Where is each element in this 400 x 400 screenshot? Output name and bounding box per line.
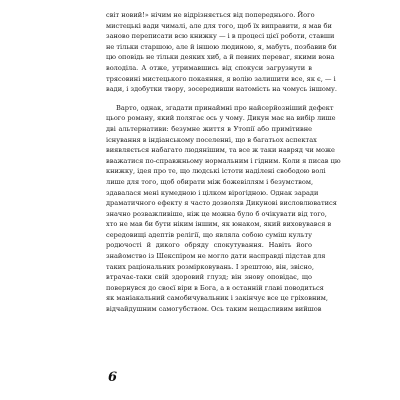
text-line: мистецькі вади чималі, але для того, щоб їх виправити, я мав би — [106, 21, 332, 30]
text-line: виявляється набагато людянішим, та все ж таки навряд чи може — [106, 146, 335, 155]
text-line: трясовині мистецького покаяння, я волію залишити все, як є, — і — [106, 74, 336, 83]
text-line: значно розважливіше, ніж це можна було б очікувати від того, — [106, 209, 327, 218]
page-number: 6 — [108, 370, 118, 385]
text-line: не тільки старшою, але й іншою людиною, я, мабуть, позбавив би — [106, 42, 337, 51]
text-line: Варто, однак, згадати принаймні про найсерйозніший дефект — [116, 103, 334, 112]
text-line: знайомство із Шекспіром не могло дати насправді підстав для — [106, 252, 326, 261]
text-line: втрачає-таки свій здоровий глузд; він знову оповідає, що — [106, 273, 312, 282]
text-line: здавалася мені кумедною і цілком вірогідною. Однак заради — [106, 188, 319, 197]
text-line: заново переписати всю книжку — і в процесі цієї роботи, ставши — [106, 32, 335, 41]
text-line: книжку, ідея про те, що людські істоти наділені свободою волі — [106, 167, 326, 176]
text-line: цю оповідь не тільки деяких хиб, а й певних переваг, якими вона — [106, 53, 335, 62]
body-text — [106, 10, 341, 315]
paragraph-2 — [106, 103, 341, 315]
text-line: хто не мав би бути ніким іншим, як юнаком, який виховувався в — [106, 220, 332, 229]
text-line: родючості й дикого обряду спокутування. Навіть його — [106, 241, 312, 250]
text-line: вади, і здобутки твору, зосередивши натомість на чомусь іншому. — [106, 85, 337, 94]
text-line: існування в індіанському поселенні, що в багатьох аспектах — [106, 135, 317, 144]
text-line: середовищі адептів релігії, що являла собою суміш культу — [106, 230, 312, 239]
text-line: як маніакальний самобичувальник і закінчує все це гріховним, — [106, 294, 328, 303]
text-line: світ новий!» нічим не відрізняється від попереднього. Його — [106, 11, 315, 19]
text-line: драматичного ефекту я часто дозволяв Дикунові висловлюватися — [106, 199, 337, 208]
text-line: повернувся до своєї віри в Бога, а в останній главі поводиться — [106, 283, 324, 292]
text-line: дві альтернативи: безумне життя в Утопії або примітивне — [106, 124, 312, 133]
text-line: цього роману, який полягає ось у чому. Дикун має на вибір лише — [106, 114, 336, 123]
text-line: таких раціональних розмірковувань. І зрештою, він, звісно, — [106, 262, 314, 271]
text-line: вважатися по-справжньому нормальним і гідним. Коли я писав цю — [106, 156, 341, 165]
text-line: володіла. А отже, утримавшись від спокуси загрузнути в — [106, 63, 312, 72]
text-line: лише для того, щоб обирати між божевіллям і безумством, — [106, 177, 314, 186]
paragraph-1 — [106, 10, 337, 95]
text-line: відчайдушним самогубством. Ось таким нещасливим вийшов — [106, 305, 322, 314]
